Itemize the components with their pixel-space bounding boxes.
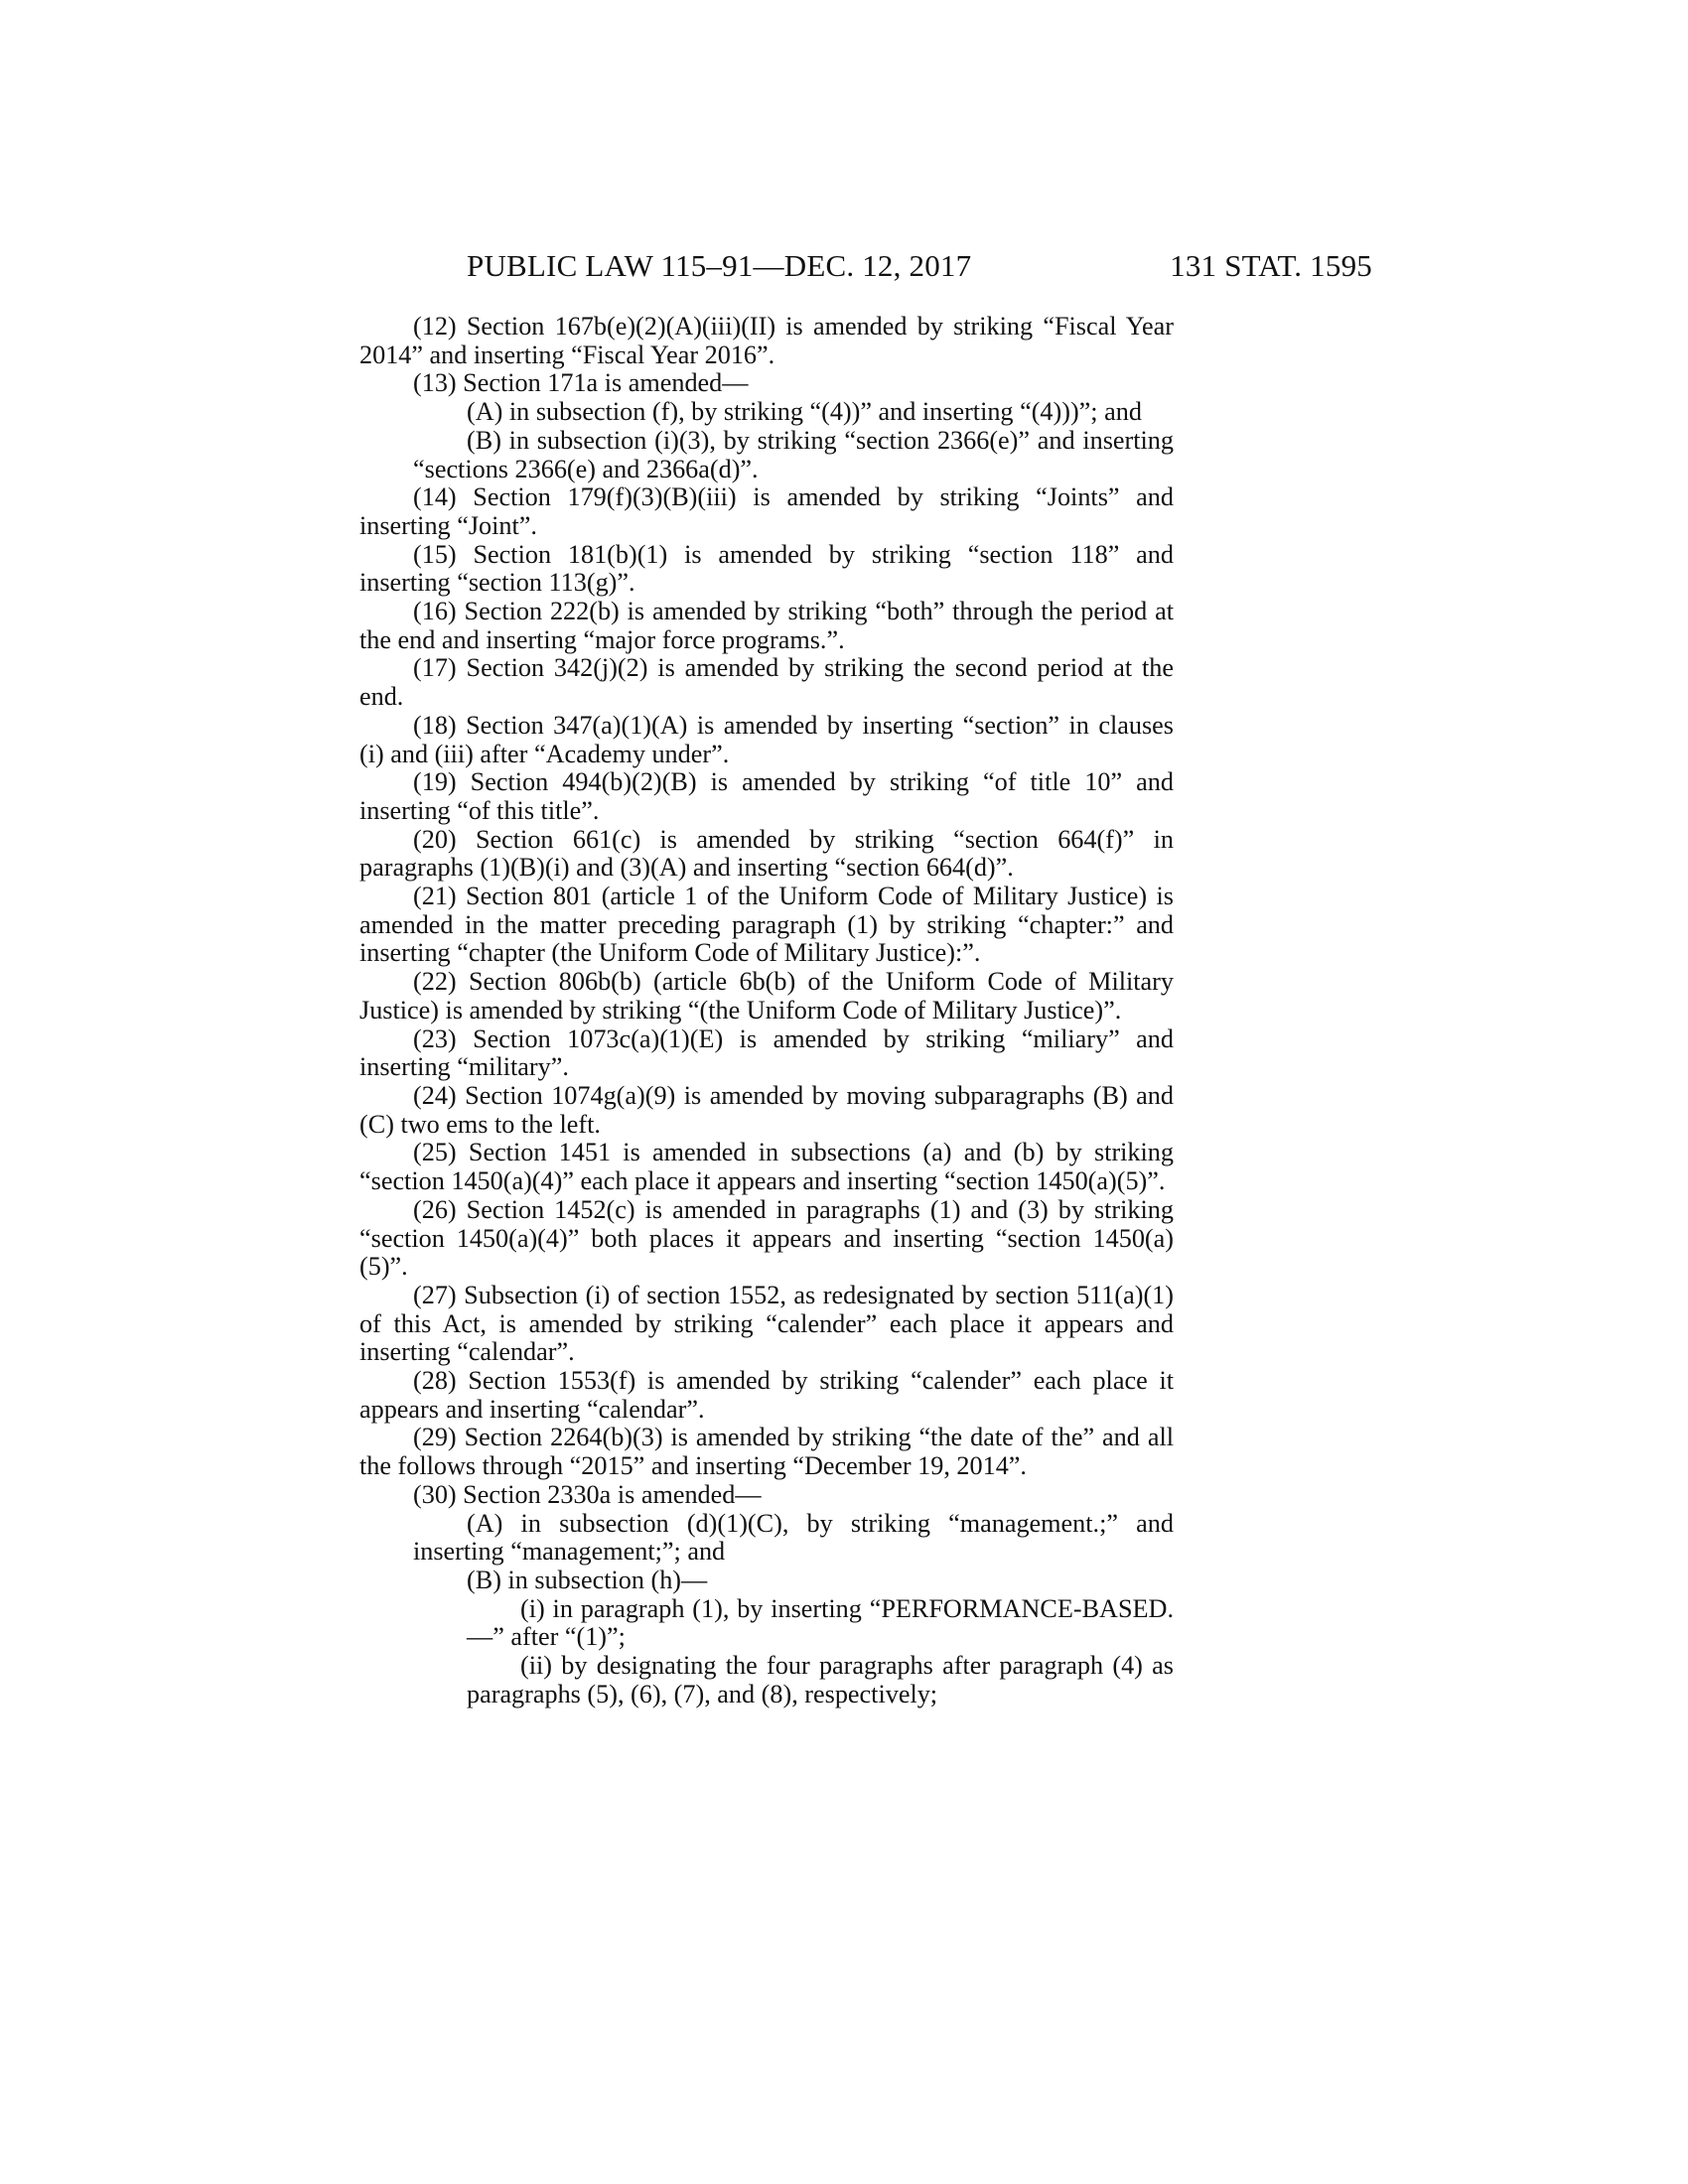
paragraph-24: (24) Section 1074g(a)(9) is amended by moving subparagraphs (B) and (C) two ems to the left. <box>359 1080 1174 1139</box>
paragraph-30: (30) Section 2330a is amended— <box>413 1479 762 1509</box>
paragraph-18: (18) Section 347(a)(1)(A) is amended by inserting “section” in clauses (i) and (iii) after “Academy under”. <box>359 710 1174 768</box>
paragraph-21: (21) Section 801 (article 1 of the Uniform Code of Military Justice) is amended in the matter preceding paragraph (1) by striking “chapter:” and inserting “chapter (the Uniform Code of Military Justice):”. <box>359 882 1174 968</box>
paragraph-27: (27) Subsection (i) of section 1552, as redesignated by section 511(a)(1) of this Act, is amended by striking “calender” each place it appears and inserting “calendar”. <box>359 1280 1174 1367</box>
subparagraph-30-b: (B) in subsection (h)— <box>467 1565 708 1594</box>
paragraph-25: (25) Section 1451 is amended in subsections (a) and (b) by striking “section 1450(a)(4)” each place it appears and inserting “section 1450(a)(5)”. <box>359 1138 1174 1196</box>
paragraph-20: (20) Section 661(c) is amended by striking “section 664(f)” in paragraphs (1)(B)(i) and (3)(A) and inserting “section 664(d)”. <box>359 824 1174 883</box>
paragraph-15: (15) Section 181(b)(1) is amended by striking “section 118” and inserting “section 113(g)”. <box>359 539 1174 598</box>
paragraph-13: (13) Section 171a is amended— <box>413 368 749 398</box>
statute-page-reference: 131 STAT. 1595 <box>1170 248 1372 283</box>
subparagraph-13-a: (A) in subsection (f), by striking “(4))” and inserting “(4)))”; and <box>467 397 1142 427</box>
paragraph-28: (28) Section 1553(f) is amended by striking “calender” each place it appears and inserting “calendar”. <box>359 1366 1174 1424</box>
paragraph-22: (22) Section 806b(b) (article 6b(b) of the Uniform Code of Military Justice) is amended by striking “(the Uniform Code of Military Justice)”. <box>359 967 1174 1024</box>
paragraph-26: (26) Section 1452(c) is amended in paragraphs (1) and (3) by striking “section 1450(a)(4)” both places it appears and inserting “section 1450(a)(5)”. <box>359 1194 1174 1282</box>
subparagraph-13-b: (B) in subsection (i)(3), by striking “section 2366(e)” and inserting “sections 2366(e) and 2366a(d)”. <box>413 425 1174 483</box>
paragraph-19: (19) Section 494(b)(2)(B) is amended by striking “of title 10” and inserting “of this title”. <box>359 767 1174 825</box>
paragraph-23: (23) Section 1073c(a)(1)(E) is amended by striking “miliary” and inserting “military”. <box>359 1024 1174 1082</box>
clause-30-b-i: (i) in paragraph (1), by inserting “PERFORMANCE-BASED.—” after “(1)”; <box>467 1593 1174 1652</box>
page-title: PUBLIC LAW 115–91—DEC. 12, 2017 <box>467 248 972 283</box>
paragraph-14: (14) Section 179(f)(3)(B)(iii) is amended by striking “Joints” and inserting “Joint”. <box>359 482 1174 540</box>
paragraph-29: (29) Section 2264(b)(3) is amended by striking “the date of the” and all the follows through “2015” and inserting “December 19, 2014”. <box>359 1423 1174 1481</box>
paragraph-17: (17) Section 342(j)(2) is amended by striking the second period at the end. <box>359 653 1174 712</box>
subparagraph-30-a: (A) in subsection (d)(1)(C), by striking “management.;” and inserting “management;”; and <box>413 1508 1174 1567</box>
body-text <box>359 313 1174 1708</box>
clause-30-b-ii: (ii) by designating the four paragraphs after paragraph (4) as paragraphs (5), (6), (7), and (8), respectively; <box>467 1651 1174 1708</box>
paragraph-16: (16) Section 222(b) is amended by striking “both” through the period at the end and inserting “major force programs.”. <box>359 597 1174 654</box>
paragraph-12: (12) Section 167b(e)(2)(A)(iii)(II) is amended by striking “Fiscal Year 2014” and inserting “Fiscal Year 2016”. <box>359 312 1174 369</box>
